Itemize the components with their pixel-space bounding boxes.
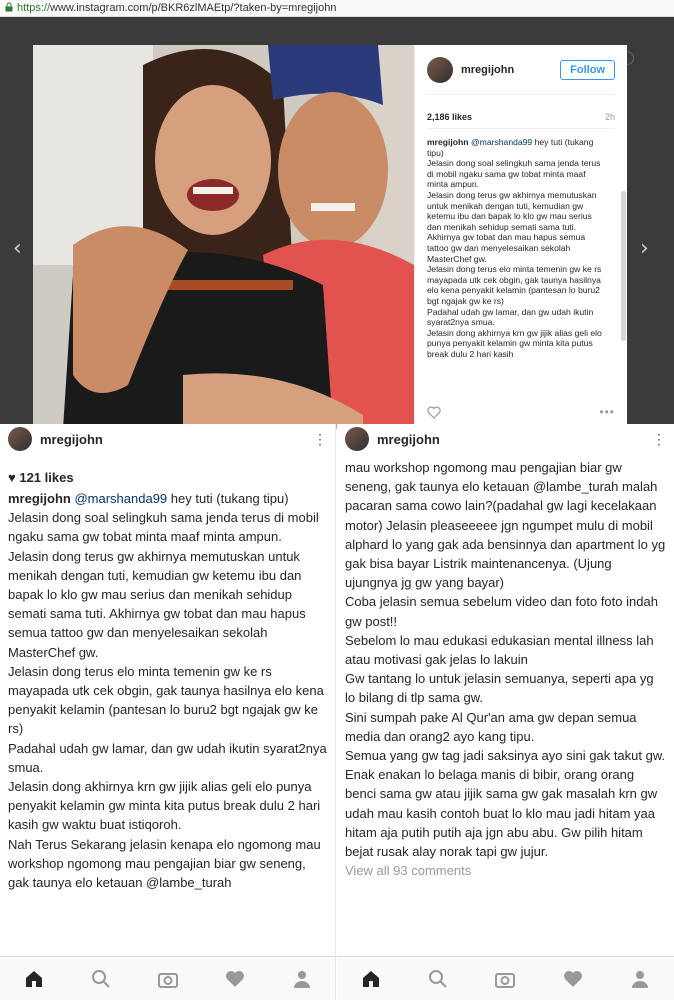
caption-mention[interactable]: @marshanda99: [74, 491, 168, 506]
caption-paragraph: Sini sumpah pake Al Qur'an ama gw depan semua media dan orang2 ayo kang tipu.: [345, 709, 637, 744]
home-icon[interactable]: [23, 968, 45, 990]
caption-line: Jelasin dong terus gw akhirnya memutuskan untuk menikah dengan tuti, kemudian gw ketemu ibu dan bapak lo klo gw mau serius dan menikah sehidup semati sama tuti. Akhirnya gw tobat dan mau hapus semua tattoo gw dan menyelesaikan sekolah MasterChef gw.: [427, 189, 597, 264]
lock-icon: [4, 2, 14, 12]
mobile-screenshot-right: [337, 424, 674, 1000]
mobile-screenshot-left: [0, 424, 336, 1000]
caption-paragraph: mau workshop ngomong mau pengajian biar gw seneng, gak taunya elo ketauan @lambe_turah malah pacaran sama cowo lain?(padahal gw lagi kecelakaan motor) Jelasin pleaseeeee jgn ngumpet mulu di mobil alphard lo yang gak ada bensinnya dan apartment lo yg gak bisa bayar Listrik maintenancenya. (Ujung ujungnya jg gw yang bayar): [345, 460, 666, 591]
mobile-caption: mregijohn @marshanda99 hey tuti (tukang tipu) Jelasin dong soal selingkuh sama jenda terus di mobil ngaku sama gw tobat minta maaf minta ampun. Jelasin dong terus gw akhirnya memutuskan untuk menikah dengan tuti, kemudian gw ketemu ibu dan bapak lo klo gw mau serius dan menikah sehidup semati sama tuti. Akhirnya gw tobat dan mau hapus semua tattoo gw dan menyelesaikan sekolah MasterChef gw. Jelasin dong terus elo minta temenin gw ke rs mayapada utk cek obgin, gak taunya hasilnya elo kena penyakit kelamin (pantesan lo buru2 bgt ngajak gw ke rs) Padahal udah gw lamar, dan gw udah ikutin syarat2nya smua. Jelasin dong akhirnya krn gw jijik alias geli elo punya penyakit kelamin gw minta kita putus break dulu 2 hari kasih gw waktu buat istiqoroh. Nah Terus Sekarang jelasin kenapa elo ngomong mau workshop ngomong mau pengajian biar gw seneng, gak taunya elo ketauan @lambe_turah: [0, 489, 335, 892]
heart-small-icon: ♥: [8, 470, 16, 485]
photo-illustration: [33, 45, 414, 429]
bottom-tab-bar: [337, 956, 674, 1000]
caption-scrollbar[interactable]: [621, 191, 626, 341]
caption-paragraph: Jelasin dong terus elo minta temenin gw ke rs mayapada utk cek obgin, gak taunya hasilnya elo kena penyakit kelamin (pantesan lo buru2 bgt ngajak gw ke rs): [8, 663, 324, 737]
like-heart-icon[interactable]: [427, 406, 441, 419]
caption-paragraph: Jelasin dong terus gw akhirnya memutuskan untuk menikah dengan tuti, kemudian gw ketemu ibu dan bapak lo klo gw mau serius dan menikah sehidup semati sama tuti. Akhirnya gw tobat dan mau hapus semua tattoo gw dan menyelesaikan sekolah MasterChef gw.: [8, 548, 306, 660]
more-vertical-icon[interactable]: ⋮: [313, 430, 327, 447]
likes-row: [427, 95, 615, 128]
bottom-tab-bar: [0, 956, 335, 1000]
caption-username[interactable]: mregijohn: [427, 137, 469, 147]
camera-icon[interactable]: [494, 968, 516, 990]
likes-count[interactable]: 2,186 likes: [427, 112, 473, 122]
post-sidebar: [414, 45, 627, 429]
search-icon[interactable]: [90, 968, 112, 990]
caption-line: Padahal udah gw lamar, dan gw udah ikutin syarat2nya smua.: [427, 306, 594, 328]
url-text: www.instagram.com/p/BKR6zlMAEtp/?taken-by=mregijohn: [50, 2, 337, 14]
caption-line: Jelasin dong terus elo minta temenin gw ke rs mayapada utk cek obgin, gak taunya hasilnya elo kena penyakit kelamin (pantesan lo buru2 bgt ngajak gw ke rs): [427, 264, 602, 306]
mobile-post-header: [337, 424, 674, 454]
caption-paragraph: Nah Terus Sekarang jelasin kenapa elo ngomong mau workshop ngomong mau pengajian biar gw seneng, gak taunya elo ketauan @lambe_turah: [8, 836, 321, 891]
url-scheme: https://: [17, 2, 51, 14]
caption-line: hey tuti (tukang tipu): [427, 137, 594, 158]
browser-url-bar[interactable]: [0, 0, 674, 17]
post-modal: [33, 45, 627, 429]
caption-username[interactable]: mregijohn: [8, 491, 71, 506]
mobile-username[interactable]: mregijohn: [40, 431, 103, 447]
caption-first-line: [427, 137, 605, 158]
caption-line: Jelasin dong soal selingkuh sama jenda terus di mobil ngaku sama gw tobat minta maaf minta ampun.: [427, 158, 601, 190]
post-photo: [33, 45, 414, 429]
caption-line: Jelasin dong akhirnya krn gw jijik alias geli elo punya penyakit kelamin gw minta kita putus break dulu 2 hari kasih: [427, 327, 602, 359]
avatar[interactable]: [8, 427, 32, 451]
search-icon[interactable]: [427, 968, 449, 990]
home-icon[interactable]: [360, 968, 382, 990]
more-options-icon[interactable]: •••: [599, 405, 615, 419]
profile-icon[interactable]: [629, 968, 651, 990]
mobile-post-header: [0, 424, 335, 454]
post-age[interactable]: 2h: [604, 112, 615, 122]
caption-paragraph: Sebelom lo mau edukasi edukasian mental illness lah atau motivasi gak jelas lo lakuin: [345, 632, 654, 668]
caption-paragraph: Gw tantang lo untuk jelasin semuanya, seperti apa yg lo bilang di tlp sama gw.: [345, 671, 654, 706]
avatar[interactable]: [345, 427, 369, 451]
mobile-caption: [337, 458, 674, 861]
avatar[interactable]: [427, 57, 453, 83]
next-post-arrow-icon[interactable]: ›: [640, 236, 649, 261]
post-username[interactable]: mregijohn: [461, 63, 515, 76]
camera-icon[interactable]: [157, 968, 179, 990]
caption-paragraph: Jelasin dong soal selingkuh sama jenda terus di mobil ngaku sama gw tobat minta maaf minta ampun.: [8, 510, 319, 545]
heart-icon[interactable]: [562, 968, 584, 990]
follow-button[interactable]: Follow: [560, 60, 615, 80]
caption-paragraph: Jelasin dong akhirnya krn gw jijik alias geli elo punya penyakit kelamin gw minta kita putus break dulu 2 hari kasih gw waktu buat istiqoroh.: [8, 779, 321, 833]
view-all-comments-link[interactable]: View all 93 comments: [345, 863, 472, 879]
profile-icon[interactable]: [291, 968, 313, 990]
caption-mention[interactable]: @marshanda99: [470, 137, 533, 147]
heart-icon[interactable]: [224, 968, 246, 990]
mobile-likes[interactable]: ♥ 121 likes: [8, 470, 74, 485]
more-vertical-icon[interactable]: ⋮: [652, 430, 666, 447]
prev-post-arrow-icon[interactable]: ‹: [13, 236, 22, 261]
caption-paragraph: Padahal udah gw lamar, dan gw udah ikutin syarat2nya smua.: [8, 740, 327, 775]
post-header: [427, 45, 615, 95]
caption-paragraph: Coba jelasin semua sebelum video dan foto foto indah gw post!!: [345, 594, 658, 629]
post-actions: [427, 405, 615, 419]
caption-paragraph: Semua yang gw tag jadi saksinya ayo sini gak takut gw. Enak enakan lo belaga manis di bibir, orang orang benci sama gw atau jijik sama gw gak masalah krn gw udah mau kasih contoh buat lo klo mau jadi hitam yaa hitam aja putih putih aja jgn abu abu. Gw pilih hitam bejat rusak alay norak tapi gw jujur.: [345, 748, 666, 860]
caption-scroll-area[interactable]: [427, 128, 615, 396]
mobile-username[interactable]: mregijohn: [377, 431, 440, 447]
